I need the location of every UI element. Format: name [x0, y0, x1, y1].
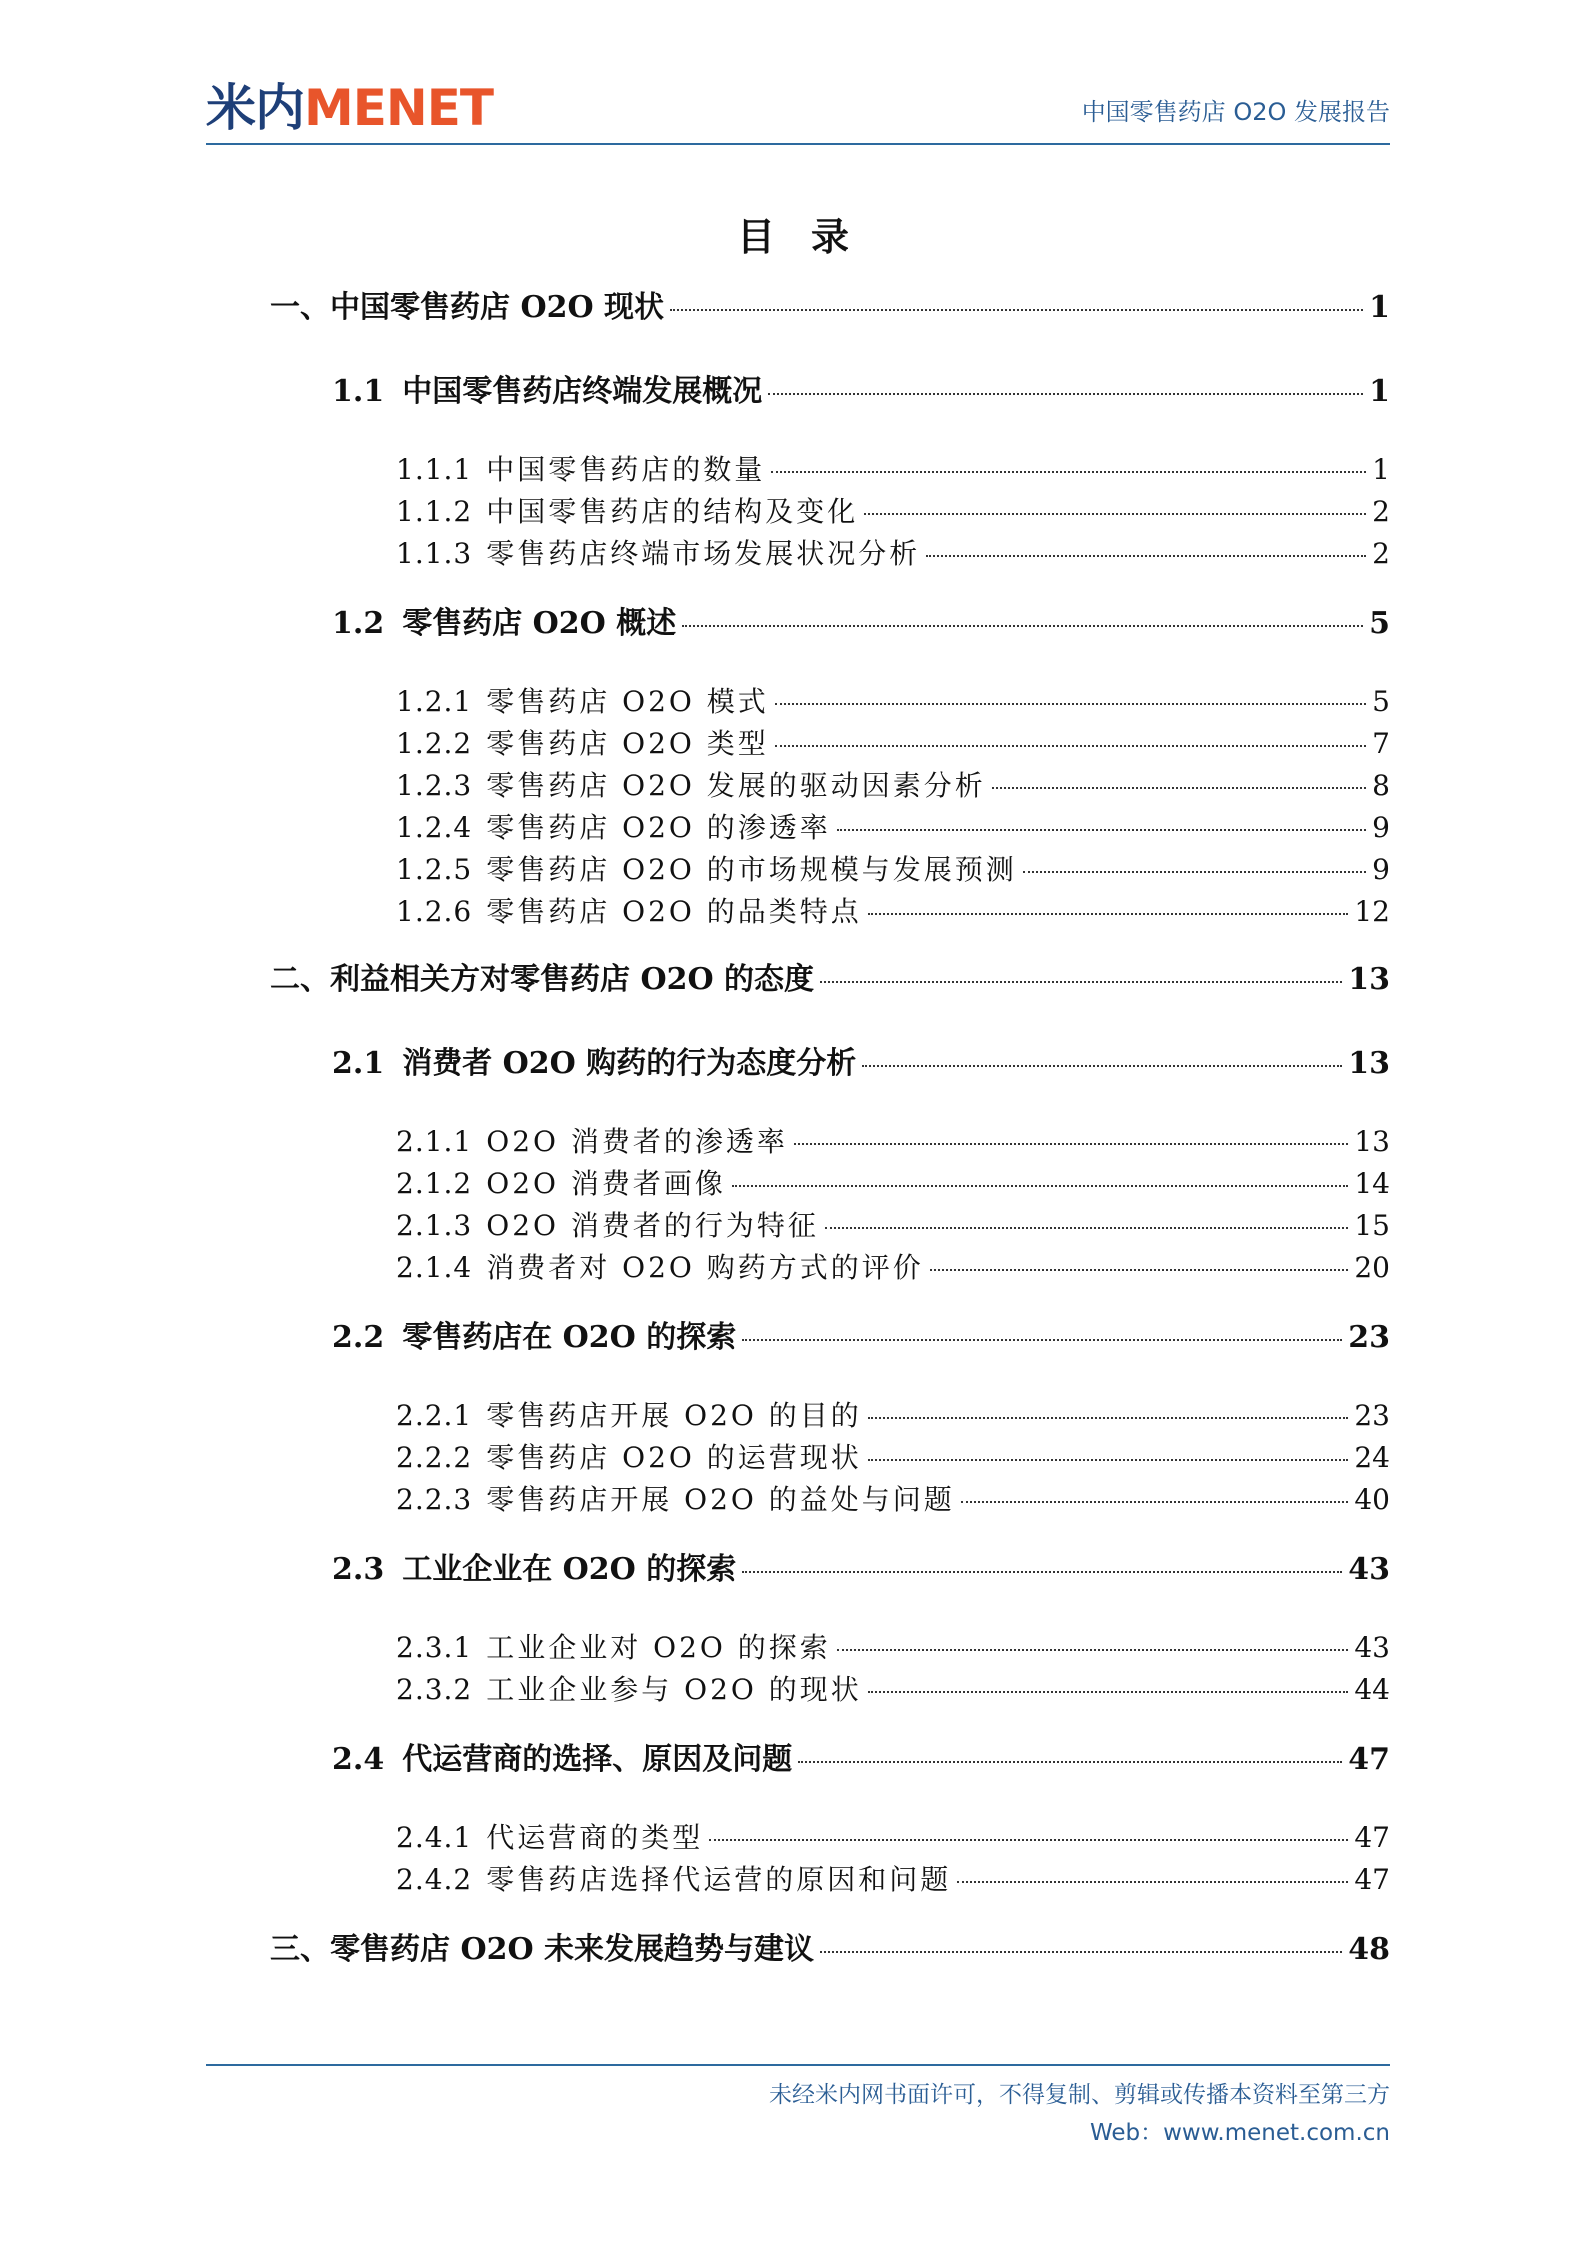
toc-dot-leader [775, 703, 1366, 705]
toc-dot-leader [930, 1269, 1349, 1271]
toc-dot-leader [868, 1417, 1349, 1419]
toc-entry[interactable] [396, 532, 1390, 572]
toc-dot-leader [825, 1227, 1348, 1229]
footer-divider [206, 2064, 1390, 2066]
toc-entry[interactable] [332, 1038, 1390, 1082]
toc-entry[interactable] [396, 890, 1390, 930]
toc-dot-leader [926, 555, 1366, 557]
toc-entry-page: 40 [1354, 1483, 1390, 1516]
toc-entry-title: O2O 消费者的行为特征 [486, 1209, 819, 1242]
toc-entry-page: 15 [1354, 1209, 1390, 1242]
toc-dot-leader [868, 1459, 1349, 1461]
toc-dot-leader [864, 513, 1366, 515]
toc-entry-title: 零售药店 O2O 未来发展趋势与建议 [330, 1932, 815, 1967]
toc-entry-number: 2.2.1 [396, 1399, 473, 1432]
toc-dot-leader [1023, 871, 1366, 873]
toc-entry-title: 零售药店 O2O 模式 [486, 685, 769, 718]
toc-entry-page: 43 [1348, 1552, 1390, 1587]
toc-entry-title: 零售药店 O2O 的品类特点 [486, 895, 862, 928]
toc-entry[interactable] [396, 1246, 1390, 1286]
toc-entry-title: 消费者对 O2O 购药方式的评价 [486, 1251, 924, 1284]
toc-entry[interactable] [396, 1626, 1390, 1666]
toc-entry-number: 2.3.1 [396, 1631, 473, 1664]
toc-entry-page: 2 [1372, 495, 1390, 528]
toc-entry-page: 20 [1354, 1251, 1390, 1284]
page-footer [769, 2076, 1390, 2152]
logo-en-text: MENET [304, 79, 494, 137]
toc-entry-title: 中国零售药店 O2O 现状 [330, 290, 665, 325]
toc-entry[interactable] [396, 490, 1390, 530]
toc-entry-title: 零售药店选择代运营的原因和问题 [486, 1863, 952, 1896]
toc-entry-number: 1.1.3 [396, 537, 473, 570]
toc-entry-number: 1.2.4 [396, 811, 473, 844]
toc-entry-page: 24 [1354, 1441, 1390, 1474]
toc-entry-title: 工业企业对 O2O 的探索 [486, 1631, 831, 1664]
toc-entry[interactable] [332, 1734, 1390, 1778]
toc-entry-title: 工业企业在 O2O 的探索 [402, 1552, 737, 1587]
toc-entry-page: 13 [1354, 1125, 1390, 1158]
toc-entry-page: 8 [1372, 769, 1390, 802]
toc-dot-leader [709, 1839, 1348, 1841]
toc-entry-page: 2 [1372, 537, 1390, 570]
toc-entry-title: 工业企业参与 O2O 的现状 [486, 1673, 862, 1706]
toc-dot-leader [768, 393, 1363, 395]
toc-entry-title: 中国零售药店的结构及变化 [486, 495, 859, 528]
toc-entry[interactable] [396, 680, 1390, 720]
toc-entry[interactable] [332, 598, 1390, 642]
toc-dot-leader [742, 1571, 1342, 1573]
toc-entry-number: 1.2.1 [396, 685, 473, 718]
toc-entry[interactable] [396, 1668, 1390, 1708]
toc-entry-number: 1.2 [332, 606, 385, 641]
toc-dot-leader [837, 1649, 1349, 1651]
toc-entry-page: 23 [1354, 1399, 1390, 1432]
toc-dot-leader [868, 913, 1349, 915]
toc-entry-number: 1.2.6 [396, 895, 473, 928]
toc-entry-title: 零售药店 O2O 概述 [402, 606, 677, 641]
toc-entry-number: 1.2.3 [396, 769, 473, 802]
toc-entry-number: 2.2 [332, 1320, 385, 1355]
toc-dot-leader [868, 1691, 1349, 1693]
toc-entry-number: 2.1.2 [396, 1167, 473, 1200]
toc-entry-page: 12 [1354, 895, 1390, 928]
toc-entry-title: 中国零售药店终端发展概况 [402, 374, 763, 409]
toc-entry-number: 2.4 [332, 1742, 385, 1777]
toc-entry[interactable] [396, 764, 1390, 804]
toc-entry-page: 5 [1369, 606, 1390, 641]
logo-cn-text: 米内 [206, 79, 304, 137]
toc-entry-page: 43 [1354, 1631, 1390, 1664]
menet-logo [206, 80, 493, 136]
toc-entry-number: 1.2.5 [396, 853, 473, 886]
toc-entry-number: 1.1.2 [396, 495, 473, 528]
toc-dot-leader [670, 309, 1363, 311]
toc-entry[interactable] [270, 282, 1390, 326]
toc-entry-number: 2.2.3 [396, 1483, 473, 1516]
toc-dot-leader [798, 1761, 1342, 1763]
toc-entry-number: 一、 [270, 290, 330, 325]
document-title: 中国零售药店 O2O 发展报告 [1081, 98, 1390, 126]
toc-entry[interactable] [270, 954, 1390, 998]
toc-entry-title: O2O 消费者的渗透率 [486, 1125, 788, 1158]
toc-entry-number: 2.2.2 [396, 1441, 473, 1474]
toc-dot-leader [961, 1501, 1349, 1503]
toc-entry-title: 利益相关方对零售药店 O2O 的态度 [330, 962, 815, 997]
toc-entry[interactable] [396, 1120, 1390, 1160]
toc-entry[interactable] [396, 448, 1390, 488]
toc-entry-page: 14 [1354, 1167, 1390, 1200]
toc-dot-leader [820, 981, 1342, 983]
toc-dot-leader [957, 1881, 1348, 1883]
toc-entry[interactable] [332, 1312, 1390, 1356]
toc-dot-leader [820, 1951, 1342, 1953]
toc-dot-leader [771, 471, 1366, 473]
toc-entry-number: 2.3 [332, 1552, 385, 1587]
toc-entry-page: 13 [1348, 962, 1390, 997]
toc-entry[interactable] [396, 1204, 1390, 1244]
toc-dot-leader [837, 829, 1366, 831]
toc-dot-leader [862, 1065, 1342, 1067]
header-divider [206, 143, 1390, 145]
toc-entry-number: 2.1.1 [396, 1125, 473, 1158]
toc-dot-leader [992, 787, 1366, 789]
toc-dot-leader [794, 1143, 1348, 1145]
toc-entry-title: 中国零售药店的数量 [486, 453, 766, 486]
toc-entry-page: 48 [1348, 1932, 1390, 1967]
toc-entry-number: 三、 [270, 1932, 330, 1967]
toc-dot-leader [732, 1185, 1348, 1187]
toc-entry-number: 2.4.2 [396, 1863, 473, 1896]
toc-entry-number: 1.2.2 [396, 727, 473, 760]
copyright-notice: 未经米内网书面许可，不得复制、剪辑或传播本资料至第三方 [769, 2082, 1390, 2108]
toc-entry-title: 零售药店 O2O 类型 [486, 727, 769, 760]
toc-entry[interactable] [396, 848, 1390, 888]
toc-entry[interactable] [332, 366, 1390, 410]
page-title: 目录 [736, 215, 885, 259]
toc-entry-number: 2.4.1 [396, 1821, 473, 1854]
toc-entry[interactable] [332, 1544, 1390, 1588]
toc-entry-page: 1 [1372, 453, 1390, 486]
toc-dot-leader [742, 1339, 1342, 1341]
toc-entry[interactable] [396, 1162, 1390, 1202]
toc-entry-title: 零售药店开展 O2O 的目的 [486, 1399, 862, 1432]
toc-entry-page: 1 [1369, 290, 1390, 325]
toc-entry-title: 零售药店 O2O 发展的驱动因素分析 [486, 769, 986, 802]
toc-entry-title: 零售药店 O2O 的市场规模与发展预测 [486, 853, 1017, 886]
toc-entry-title: 代运营商的类型 [486, 1821, 704, 1854]
toc-entry-title: 消费者 O2O 购药的行为态度分析 [402, 1046, 857, 1081]
toc-entry-number: 2.1 [332, 1046, 385, 1081]
toc-entry-page: 7 [1372, 727, 1390, 760]
toc-entry[interactable] [396, 1394, 1390, 1434]
toc-dot-leader [775, 745, 1366, 747]
toc-entry-page: 23 [1348, 1320, 1390, 1355]
toc-entry[interactable] [270, 1924, 1390, 1968]
toc-entry-number: 2.1.4 [396, 1251, 473, 1284]
toc-entry-page: 1 [1369, 374, 1390, 409]
toc-entry-page: 5 [1372, 685, 1390, 718]
toc-entry-title: 零售药店终端市场发展状况分析 [486, 537, 921, 570]
toc-entry-title: 代运营商的选择、原因及问题 [402, 1742, 793, 1777]
toc-entry-page: 47 [1354, 1863, 1390, 1896]
toc-entry[interactable] [396, 1436, 1390, 1476]
toc-entry-number: 2.1.3 [396, 1209, 473, 1242]
website-url: Web：www.menet.com.cn [1089, 2120, 1390, 2146]
toc-entry-page: 13 [1348, 1046, 1390, 1081]
toc-entry[interactable] [396, 1478, 1390, 1518]
toc-dot-leader [682, 625, 1363, 627]
toc-entry-title: 零售药店在 O2O 的探索 [402, 1320, 737, 1355]
toc-entry[interactable] [396, 1816, 1390, 1856]
toc-entry-page: 9 [1372, 811, 1390, 844]
toc-entry-title: 零售药店 O2O 的渗透率 [486, 811, 831, 844]
toc-entry[interactable] [396, 722, 1390, 762]
toc-entry-page: 47 [1354, 1821, 1390, 1854]
toc-entry-number: 1.1.1 [396, 453, 473, 486]
toc-entry[interactable] [396, 806, 1390, 846]
toc-entry-number: 二、 [270, 962, 330, 997]
toc-entry-number: 1.1 [332, 374, 385, 409]
toc-entry[interactable] [396, 1858, 1390, 1898]
toc-entry-title: 零售药店开展 O2O 的益处与问题 [486, 1483, 955, 1516]
page-header [206, 80, 1390, 144]
toc-entry-title: O2O 消费者画像 [486, 1167, 726, 1200]
toc-entry-page: 44 [1354, 1673, 1390, 1706]
toc-entry-page: 9 [1372, 853, 1390, 886]
toc-entry-page: 47 [1348, 1742, 1390, 1777]
toc-entry-title: 零售药店 O2O 的运营现状 [486, 1441, 862, 1474]
toc-entry-number: 2.3.2 [396, 1673, 473, 1706]
